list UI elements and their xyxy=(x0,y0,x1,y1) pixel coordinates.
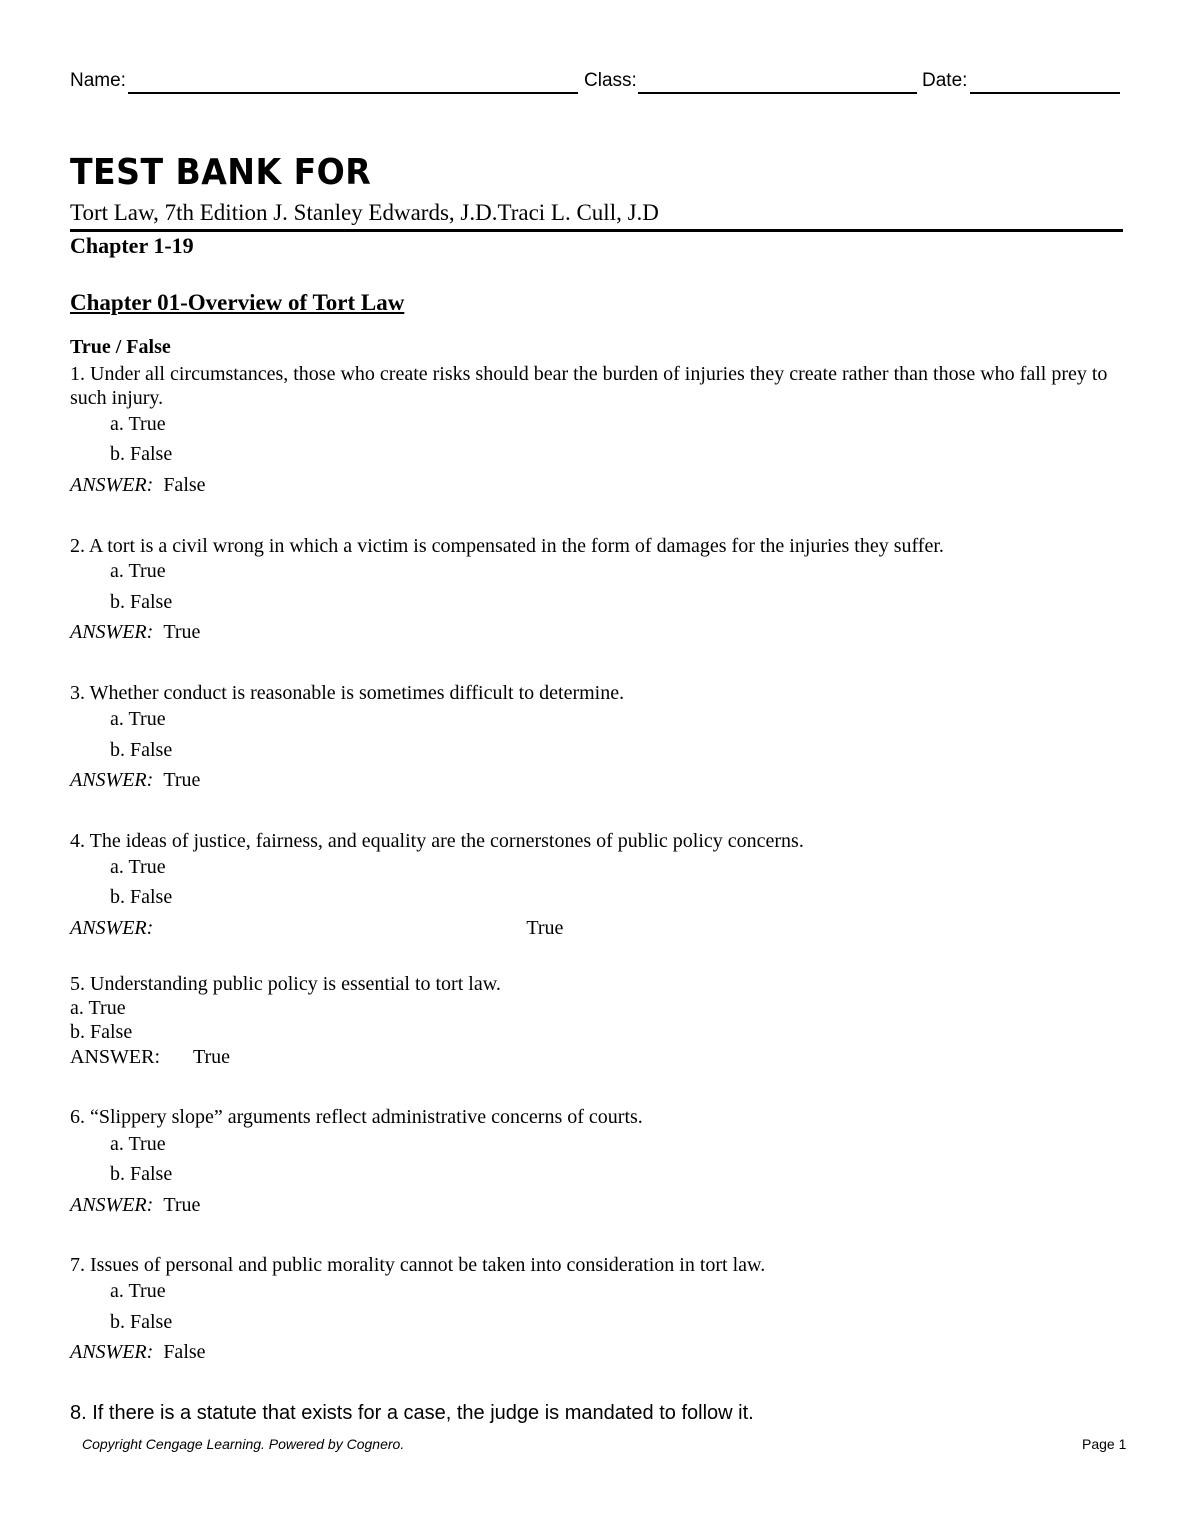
question-2-option-b: b. False xyxy=(110,591,173,613)
question-5-option-a: a. True xyxy=(70,997,126,1019)
question-1-text: 1. Under all circumstances, those who create risks should bear the burden of injuries they create rather than those who fall prey to such injury. xyxy=(70,363,1108,409)
title-rule xyxy=(70,229,1123,232)
question-7-answer xyxy=(70,1341,206,1364)
answer-label: ANSWER: xyxy=(70,769,154,791)
question-1-answer xyxy=(70,474,206,497)
question-6-option-b: b. False xyxy=(110,1163,173,1185)
answer-label: ANSWER: xyxy=(70,1046,160,1068)
answer-value: False xyxy=(163,1341,206,1363)
question-7-option-a: a. True xyxy=(110,1280,166,1302)
question-7-option-b: b. False xyxy=(110,1311,173,1333)
book-subtitle: Tort Law, 7th Edition J. Stanley Edwards, J.D.Traci L. Cull, J.D xyxy=(70,200,659,225)
question-4-option-b: b. False xyxy=(110,886,173,908)
name-field-line[interactable] xyxy=(128,92,578,94)
question-3-text: 3. Whether conduct is reasonable is sometimes difficult to determine. xyxy=(70,682,625,704)
question-2-answer xyxy=(70,621,200,644)
question-6-text: 6. “Slippery slope” arguments reflect administrative concerns of courts. xyxy=(70,1106,643,1128)
date-label: Date: xyxy=(922,70,968,91)
answer-label: ANSWER: xyxy=(70,1194,154,1216)
answer-value: True xyxy=(163,769,201,791)
question-8-text: 8. If there is a statute that exists for a case, the judge is mandated to follow it. xyxy=(70,1402,754,1424)
answer-value: True xyxy=(163,1194,201,1216)
question-5-answer xyxy=(70,1046,230,1069)
footer-page-number: Page 1 xyxy=(1082,1436,1127,1452)
answer-label: ANSWER: xyxy=(70,474,154,496)
question-1-option-a: a. True xyxy=(110,413,166,435)
question-7-text: 7. Issues of personal and public morality cannot be taken into consideration in tort law. xyxy=(70,1254,766,1276)
date-field-line[interactable] xyxy=(970,92,1120,94)
question-5-text: 5. Understanding public policy is essential to tort law. xyxy=(70,973,501,995)
answer-value: True xyxy=(163,621,201,643)
footer-copyright: Copyright Cengage Learning. Powered by Cognero. xyxy=(82,1436,405,1452)
question-4-option-a: a. True xyxy=(110,856,166,878)
question-2-text: 2. A tort is a civil wrong in which a victim is compensated in the form of damages for the injuries they suffer. xyxy=(70,535,944,557)
answer-value: True xyxy=(193,1046,231,1068)
answer-label: ANSWER: xyxy=(70,917,154,939)
question-5-option-b: b. False xyxy=(70,1021,133,1043)
chapter-range: Chapter 1-19 xyxy=(70,233,194,258)
class-field-line[interactable] xyxy=(638,92,917,94)
question-3-option-a: a. True xyxy=(110,708,166,730)
answer-value: True xyxy=(526,917,564,939)
question-2-option-a: a. True xyxy=(110,560,166,582)
question-6-answer xyxy=(70,1194,200,1217)
question-4-answer xyxy=(70,917,563,940)
section-heading: True / False xyxy=(70,336,171,358)
answer-label: ANSWER: xyxy=(70,621,154,643)
question-4-text: 4. The ideas of justice, fairness, and equality are the cornerstones of public policy concerns. xyxy=(70,830,804,852)
question-3-answer xyxy=(70,769,200,792)
answer-label: ANSWER: xyxy=(70,1341,154,1363)
question-6-option-a: a. True xyxy=(110,1133,166,1155)
question-1-option-b: b. False xyxy=(110,443,173,465)
chapter-heading: Chapter 01-Overview of Tort Law xyxy=(70,290,405,315)
answer-value: False xyxy=(163,474,206,496)
page-title: TEST BANK FOR xyxy=(70,152,372,193)
class-label: Class: xyxy=(584,70,637,91)
name-label: Name: xyxy=(70,70,126,91)
question-3-option-b: b. False xyxy=(110,739,173,761)
